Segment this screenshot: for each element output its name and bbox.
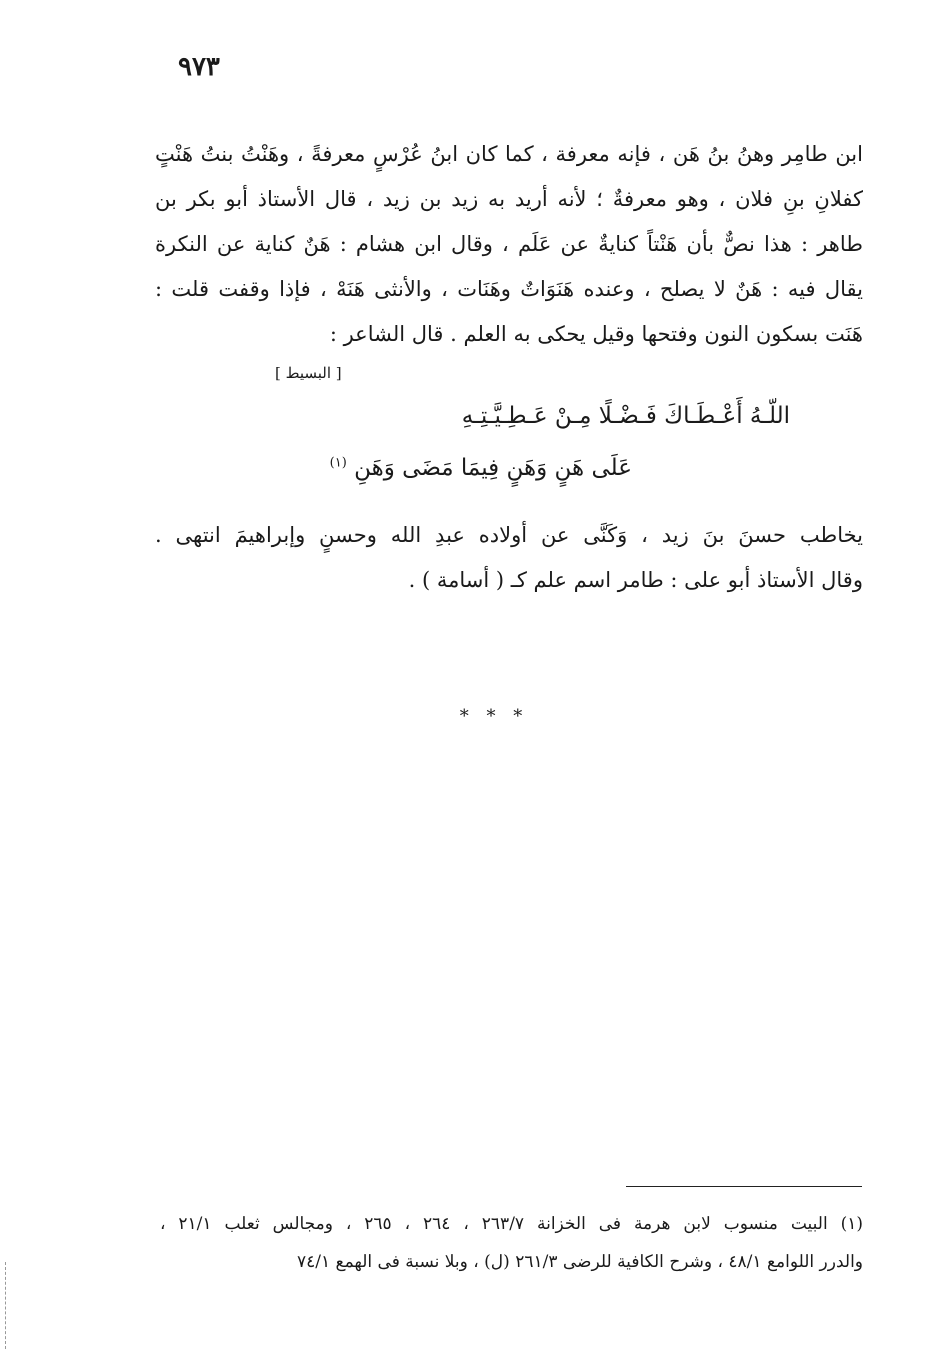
text-line: يخاطب حسنَ بنَ زيد ، وَكَنَّى عن أولاده عبدِ الله وحسنٍ وإبراهيمَ انتهى .	[155, 523, 863, 547]
footnote-line: (١) البيت منسوب لابن هرمة فى الخزانة ٢٦٣/٧ ، ٢٦٤ ، ٢٦٥ ، ومجالس ثعلب ٢١/١ ،	[160, 1214, 863, 1234]
scan-margin-mark	[5, 1262, 7, 1349]
footnote-line: والدرر اللوامع ٤٨/١ ، وشرح الكافية للرضى ٢٦١/٣ (ل) ، وبلا نسبة فى الهمع ٧٤/١	[297, 1252, 863, 1272]
text-line: ابن طامِر وهنُ بنُ هَن ، فإنه معرفة ، كما كان ابنُ عُرْسٍ معرفةً ، وهَنْتُ بنتُ هَنْتٍ	[155, 142, 863, 166]
section-separator: * * *	[459, 706, 529, 727]
text-line: يقال فيه : هَنٌ لا يصلح ، وعنده هَنَوَاتٌ وهَنَات ، والأنثى هَنَهْ ، فإذا وقفت قلت :	[155, 277, 863, 301]
verse-line-1: اللّـهُ أَعْـطَـاكَ فَـضْـلًا مِـنْ عَـطِـيَّـتِـهِ	[461, 403, 790, 429]
paragraph-commentary	[155, 513, 863, 603]
text-line: كفلانِ بنِ فلان ، وهو معرفةٌ ؛ لأنه أريد به زيد بن زيد ، قال الأستاذ أبو بكر بن	[155, 187, 863, 211]
poetic-meter-label: [ البسيط ]	[275, 364, 342, 382]
text-line: هَنَت بسكون النون وفتحها وقيل يحكى به العلم . قال الشاعر :	[329, 322, 863, 346]
text-line: طاهر : هذا نصٌّ بأن هَنْتاً كنايةٌ عن عَلَم ، وقال ابن هشام : هَنٌ كناية عن النكرة	[155, 232, 863, 256]
footnote-marker: (١)	[329, 455, 347, 471]
verse-line-2-text: عَلَى هَنٍ وَهَنٍ فِيمَا مَضَى وَهَنِ	[354, 455, 632, 481]
text-line: وقال الأستاذ أبو على : طامر اسم علم كـ ( أسامة ) .	[408, 568, 863, 592]
verse-line-2	[330, 455, 632, 481]
footnotes	[160, 1205, 863, 1281]
footnote-divider	[626, 1186, 862, 1187]
page-number: ٩٧٣	[178, 52, 220, 82]
paragraph-main	[155, 132, 863, 357]
